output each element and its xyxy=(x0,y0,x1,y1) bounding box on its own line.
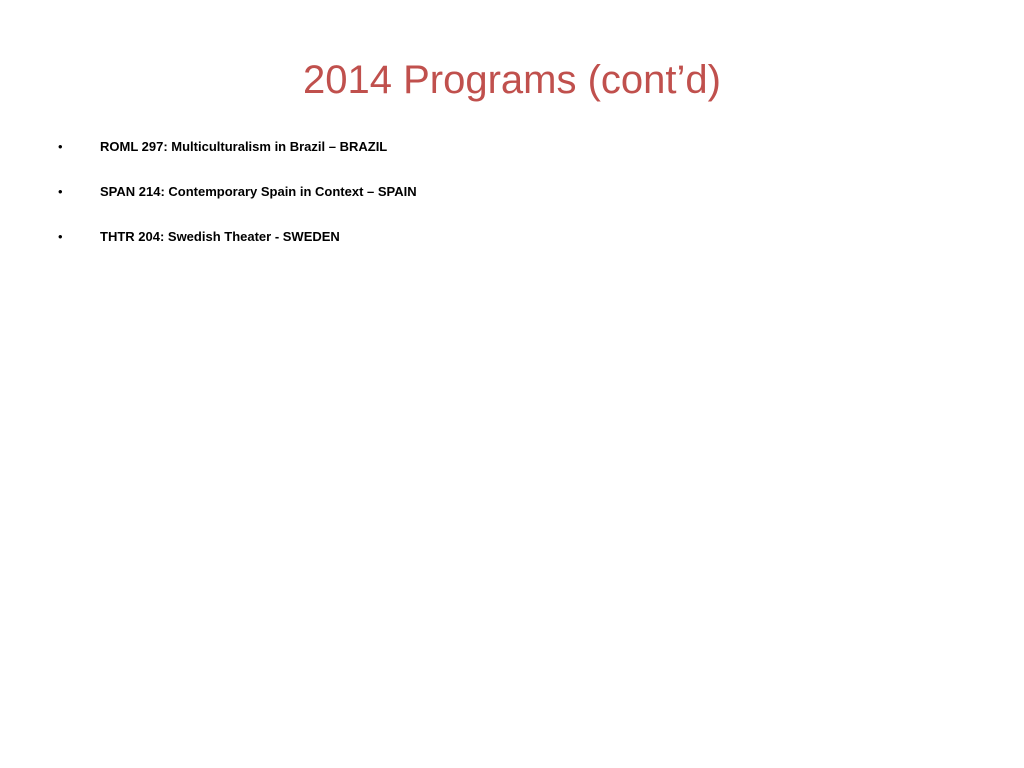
bullet-icon: • xyxy=(58,229,63,244)
list-item-text: SPAN 214: Contemporary Spain in Context – SPAIN xyxy=(100,184,417,199)
bullet-icon: • xyxy=(58,139,63,154)
bullet-icon: • xyxy=(58,184,63,199)
slide-title: 2014 Programs (cont’d) xyxy=(303,58,721,102)
list-item-text: THTR 204: Swedish Theater - SWEDEN xyxy=(100,229,340,244)
list-item-text: ROML 297: Multiculturalism in Brazil – BRAZIL xyxy=(100,139,388,154)
